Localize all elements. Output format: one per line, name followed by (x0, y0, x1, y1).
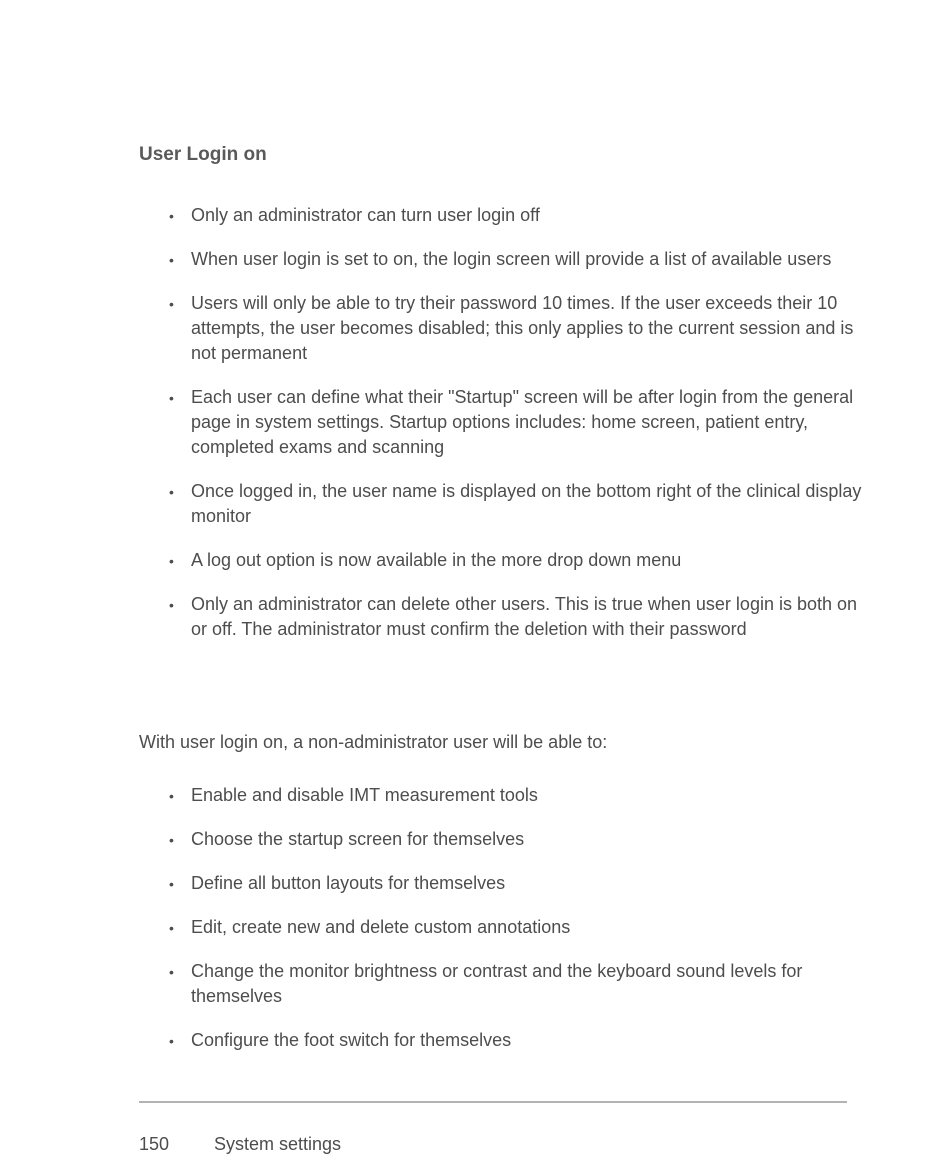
section-heading: User Login on (139, 144, 267, 165)
bullet-icon: • (169, 252, 174, 268)
list-item-text: Edit, create new and delete custom annotations (191, 917, 571, 937)
list-item-text: Configure the foot switch for themselves (191, 1030, 512, 1050)
bullet-icon: • (169, 296, 174, 312)
list-item-text: Change the monitor brightness or contrast and the keyboard sound levels for themselves (191, 961, 803, 1006)
list-item (0, 247, 950, 272)
list-item-text: Once logged in, the user name is displayed on the bottom right of the clinical display monitor (191, 481, 862, 526)
bullet-icon: • (169, 553, 174, 569)
bullet-icon: • (169, 920, 174, 936)
list-item-text: Only an administrator can turn user login off (191, 205, 540, 225)
bullet-icon: • (169, 876, 174, 892)
login-rules-list (0, 203, 950, 661)
abilities-list (0, 783, 950, 1072)
footer-section-title: System settings (214, 1134, 342, 1154)
list-item (0, 385, 950, 460)
list-item-text: When user login is set to on, the login screen will provide a list of available users (191, 249, 832, 269)
list-item (0, 827, 950, 852)
list-item (0, 291, 950, 366)
bullet-icon: • (169, 390, 174, 406)
list-item (0, 915, 950, 940)
footer-divider (139, 1101, 847, 1103)
list-item (0, 479, 950, 529)
bullet-icon: • (169, 1033, 174, 1049)
list-item-text: Only an administrator can delete other users. This is true when user login is both on or off. The administrator must confirm the deletion with their password (191, 594, 858, 639)
page-number: 150 (139, 1134, 170, 1154)
bullet-icon: • (169, 597, 174, 613)
list-item-text: A log out option is now available in the more drop down menu (191, 550, 682, 570)
list-item-text: Users will only be able to try their password 10 times. If the user exceeds their 10 attempts, the user becomes disabled; this only applies to the current session and is not permanent (191, 293, 854, 363)
list-item (0, 871, 950, 896)
list-item-text: Choose the startup screen for themselves (191, 829, 525, 849)
list-item (0, 592, 950, 642)
list-item-text: Each user can define what their "Startup" screen will be after login from the general page in system settings. Startup options includes: home screen, patient entry, completed exams and scanning (191, 387, 854, 457)
list-item-text: Enable and disable IMT measurement tools (191, 785, 538, 805)
bullet-icon: • (169, 788, 174, 804)
abilities-intro: With user login on, a non-administrator user will be able to: (139, 732, 608, 752)
bullet-icon: • (169, 208, 174, 224)
list-item (0, 548, 950, 573)
list-item-text: Define all button layouts for themselves (191, 873, 506, 893)
bullet-icon: • (169, 832, 174, 848)
bullet-icon: • (169, 964, 174, 980)
bullet-icon: • (169, 484, 174, 500)
list-item (0, 783, 950, 808)
list-item (0, 203, 950, 228)
list-item (0, 1028, 950, 1053)
list-item (0, 959, 950, 1009)
